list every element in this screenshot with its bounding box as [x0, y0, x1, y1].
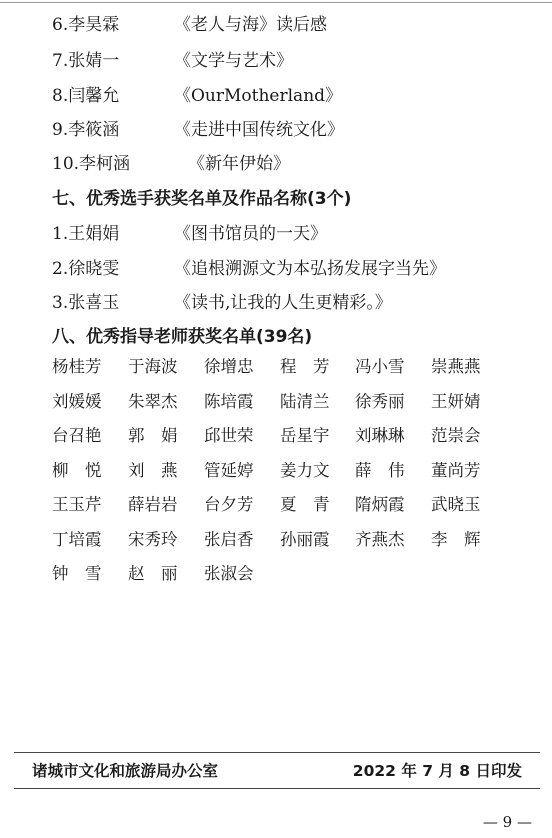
- list-item: [52, 119, 344, 141]
- teacher-name: 陆清兰: [280, 391, 330, 411]
- teacher-name: 姜力文: [280, 460, 330, 480]
- entry-title: 《老人与海》读后感: [174, 15, 327, 35]
- teacher-name: 丁培霞: [52, 529, 102, 549]
- name-row: [52, 563, 502, 598]
- teacher-name: 杨桂芳: [52, 357, 102, 376]
- teacher-name: 崇燕燕: [431, 357, 481, 376]
- teacher-name: 邱世荣: [204, 426, 254, 445]
- teacher-name: 隋炳霞: [355, 495, 405, 514]
- list-item: [52, 292, 392, 314]
- teacher-name: 武晓玉: [431, 495, 481, 514]
- teacher-name: 范崇会: [431, 426, 481, 445]
- teacher-name: 岳星宇: [280, 426, 330, 445]
- name-row: [52, 460, 502, 495]
- entry-title: 《读书,让我的人生更精彩。》: [174, 293, 392, 313]
- teacher-name: 薛岩岩: [128, 495, 178, 514]
- name-row: [52, 494, 502, 529]
- teacher-name: 徐增忠: [204, 357, 254, 376]
- teacher-name: 朱翠杰: [128, 391, 178, 411]
- teacher-name: 台夕芳: [204, 495, 254, 514]
- teacher-name: 于海波: [128, 357, 178, 376]
- entry-author: 7.张婧一: [52, 51, 120, 71]
- teacher-name: 刘媛媛: [52, 391, 102, 411]
- page-number: — 9 —: [482, 813, 532, 831]
- top-rule: [0, 2, 552, 3]
- teacher-name: 董尚芳: [431, 460, 481, 480]
- teacher-name: 冯小雪: [355, 357, 405, 376]
- entry-title: 《文学与艺术》: [174, 51, 293, 71]
- list-item: [52, 153, 290, 175]
- teacher-name: 夏 青: [280, 495, 330, 514]
- teacher-name: 王玉芹: [52, 495, 102, 514]
- name-row: [52, 529, 502, 564]
- entry-author: 2.徐晓雯: [52, 259, 120, 279]
- teacher-name: 徐秀丽: [355, 391, 405, 411]
- entry-author: 10.李柯涵: [52, 154, 131, 174]
- teacher-name: 赵 丽: [128, 564, 178, 583]
- entry-author: 9.李筱涵: [52, 120, 120, 140]
- footer-bottom-rule: [14, 788, 540, 789]
- name-row: [52, 356, 502, 391]
- teacher-name: 柳 悦: [52, 460, 102, 480]
- teacher-name: 刘琳琳: [355, 426, 405, 445]
- section-heading-seven: 七、优秀选手获奖名单及作品名称(3个): [52, 189, 352, 209]
- teacher-name: 台召艳: [52, 426, 102, 445]
- teacher-name: 宋秀玲: [128, 529, 178, 549]
- teacher-name: 钟 雪: [52, 564, 102, 583]
- entry-author: 1.王娟娟: [52, 224, 120, 244]
- footer-top-rule: [14, 752, 540, 753]
- teacher-name: 张启香: [204, 529, 254, 549]
- teacher-name: 陈培霞: [204, 391, 254, 411]
- list-item: [52, 14, 327, 36]
- entry-author: 6.李昊霖: [52, 15, 120, 35]
- teacher-name: 刘 燕: [128, 460, 178, 480]
- teacher-name: 齐燕杰: [355, 529, 405, 549]
- list-item: [52, 50, 293, 72]
- list-item: [52, 85, 342, 107]
- teacher-name: 李 辉: [431, 529, 481, 549]
- teacher-name: 程 芳: [280, 357, 330, 376]
- entry-title: 《新年伊始》: [188, 154, 290, 174]
- entry-author: 3.张喜玉: [52, 293, 120, 313]
- entry-title: 《追根溯源文为本弘扬发展字当先》: [174, 259, 446, 279]
- section-heading-eight: 八、优秀指导老师获奖名单(39名): [52, 327, 313, 347]
- name-row: [52, 425, 502, 460]
- entry-title: 《图书馆员的一天》: [174, 224, 327, 244]
- teacher-name: 孙丽霞: [280, 529, 330, 549]
- footer-date: 2022 年 7 月 8 日印发: [352, 762, 522, 780]
- teacher-name: 郭 娟: [128, 426, 178, 445]
- entry-title: 《OurMotherland》: [174, 86, 343, 106]
- list-item: [52, 223, 327, 245]
- list-item: [52, 258, 446, 280]
- teacher-name-grid: [52, 356, 502, 598]
- teacher-name: 王妍婧: [431, 391, 481, 411]
- teacher-name: 张淑会: [204, 564, 254, 583]
- name-row: [52, 391, 502, 426]
- footer-issuer: 诸城市文化和旅游局办公室: [32, 762, 219, 780]
- teacher-name: 管延婷: [204, 460, 254, 480]
- teacher-name: 薛 伟: [355, 460, 405, 480]
- entry-author: 8.闫馨允: [52, 86, 120, 106]
- entry-title: 《走进中国传统文化》: [174, 120, 344, 140]
